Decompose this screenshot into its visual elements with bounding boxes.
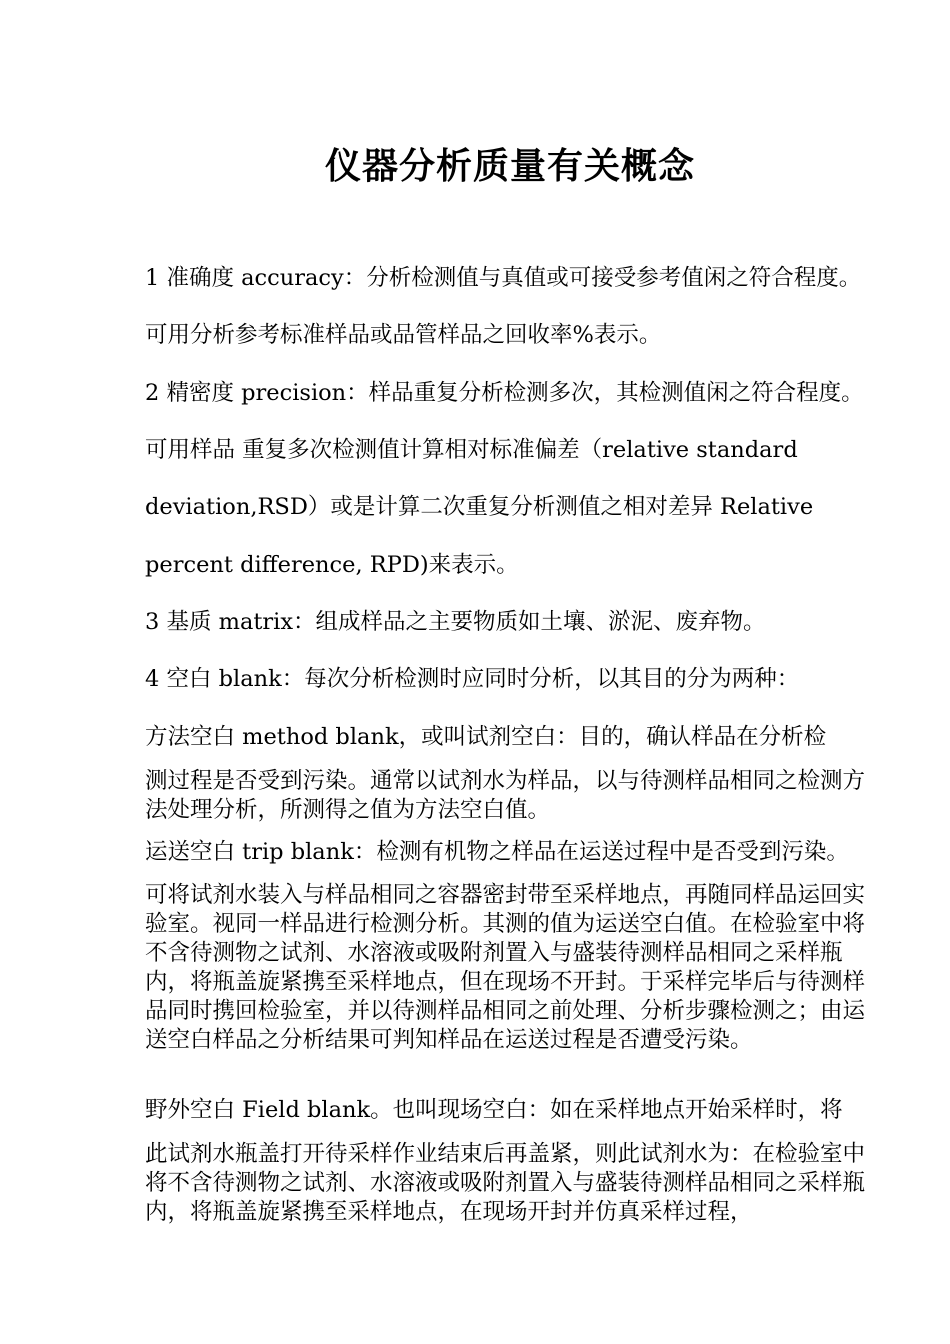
paragraph-precision-cont-3: percent difference, RPD)来表示。 [145,552,519,578]
page-title: 仪器分析质量有关概念 [324,145,695,187]
paragraph-precision: 2 精密度 precision：样品重复分析检测多次，其检测值闲之符合程度。 [145,380,864,406]
paragraph-method-blank: 方法空白 method blank，或叫试剂空白：目的，确认样品在分析检 [145,724,827,750]
paragraph-accuracy-cont: 可用分析参考标准样品或品管样品之回收率%表示。 [145,322,662,348]
paragraph-trip-blank-cont: 可将试剂水装入与样品相同之容器密封带至采样地点，再随同样品运回实验室。视同一样品进行检测分析。其测的值为运送空白值。在检验室中将不含待测物之试剂、水溶液或吸附剂置入与盛装待测样品相同之采样瓶内，将瓶盖旋紧携至采样地点，但在现场不开封。于采样完毕后与待测样品同时携回检验室，并以待测样品相同之前处理、分析步骤检测之；由运送空白样品之分析结果可判知样品在运送过程是否遭受污染。 [145,882,866,1053]
paragraph-field-blank: 野外空白 Field blank。也叫现场空白：如在采样地点开始采样时，将 [145,1097,843,1123]
paragraph-trip-blank: 运送空白 trip blank：检测有机物之样品在运送过程中是否受到污染。 [145,839,849,865]
paragraph-matrix: 3 基质 matrix：组成样品之主要物质如土壤、淤泥、废弃物。 [145,609,766,635]
paragraph-precision-cont-2: deviation,RSD）或是计算二次重复分析测值之相对差异 Relative [145,494,814,520]
paragraph-blank: 4 空白 blank：每次分析检测时应同时分析，以其目的分为两种： [145,666,800,692]
paragraph-field-blank-cont: 此试剂水瓶盖打开待采样作业结束后再盖紧，则此试剂水为：在检验室中将不含待测物之试剂、水溶液或吸附剂置入与盛装待测样品相同之采样瓶内，将瓶盖旋紧携至采样地点，在现场开封并仿真采样过程， [145,1141,866,1225]
paragraph-precision-cont-1: 可用样品 重复多次检测值计算相对标准偏差（relative standard [145,437,798,463]
paragraph-method-blank-cont: 测过程是否受到污染。通常以试剂水为样品，以与待测样品相同之检测方法处理分析，所测得之值为方法空白值。 [145,768,866,823]
paragraph-accuracy: 1 准确度 accuracy：分析检测值与真值或可接受参考值闲之符合程度。 [145,265,862,291]
